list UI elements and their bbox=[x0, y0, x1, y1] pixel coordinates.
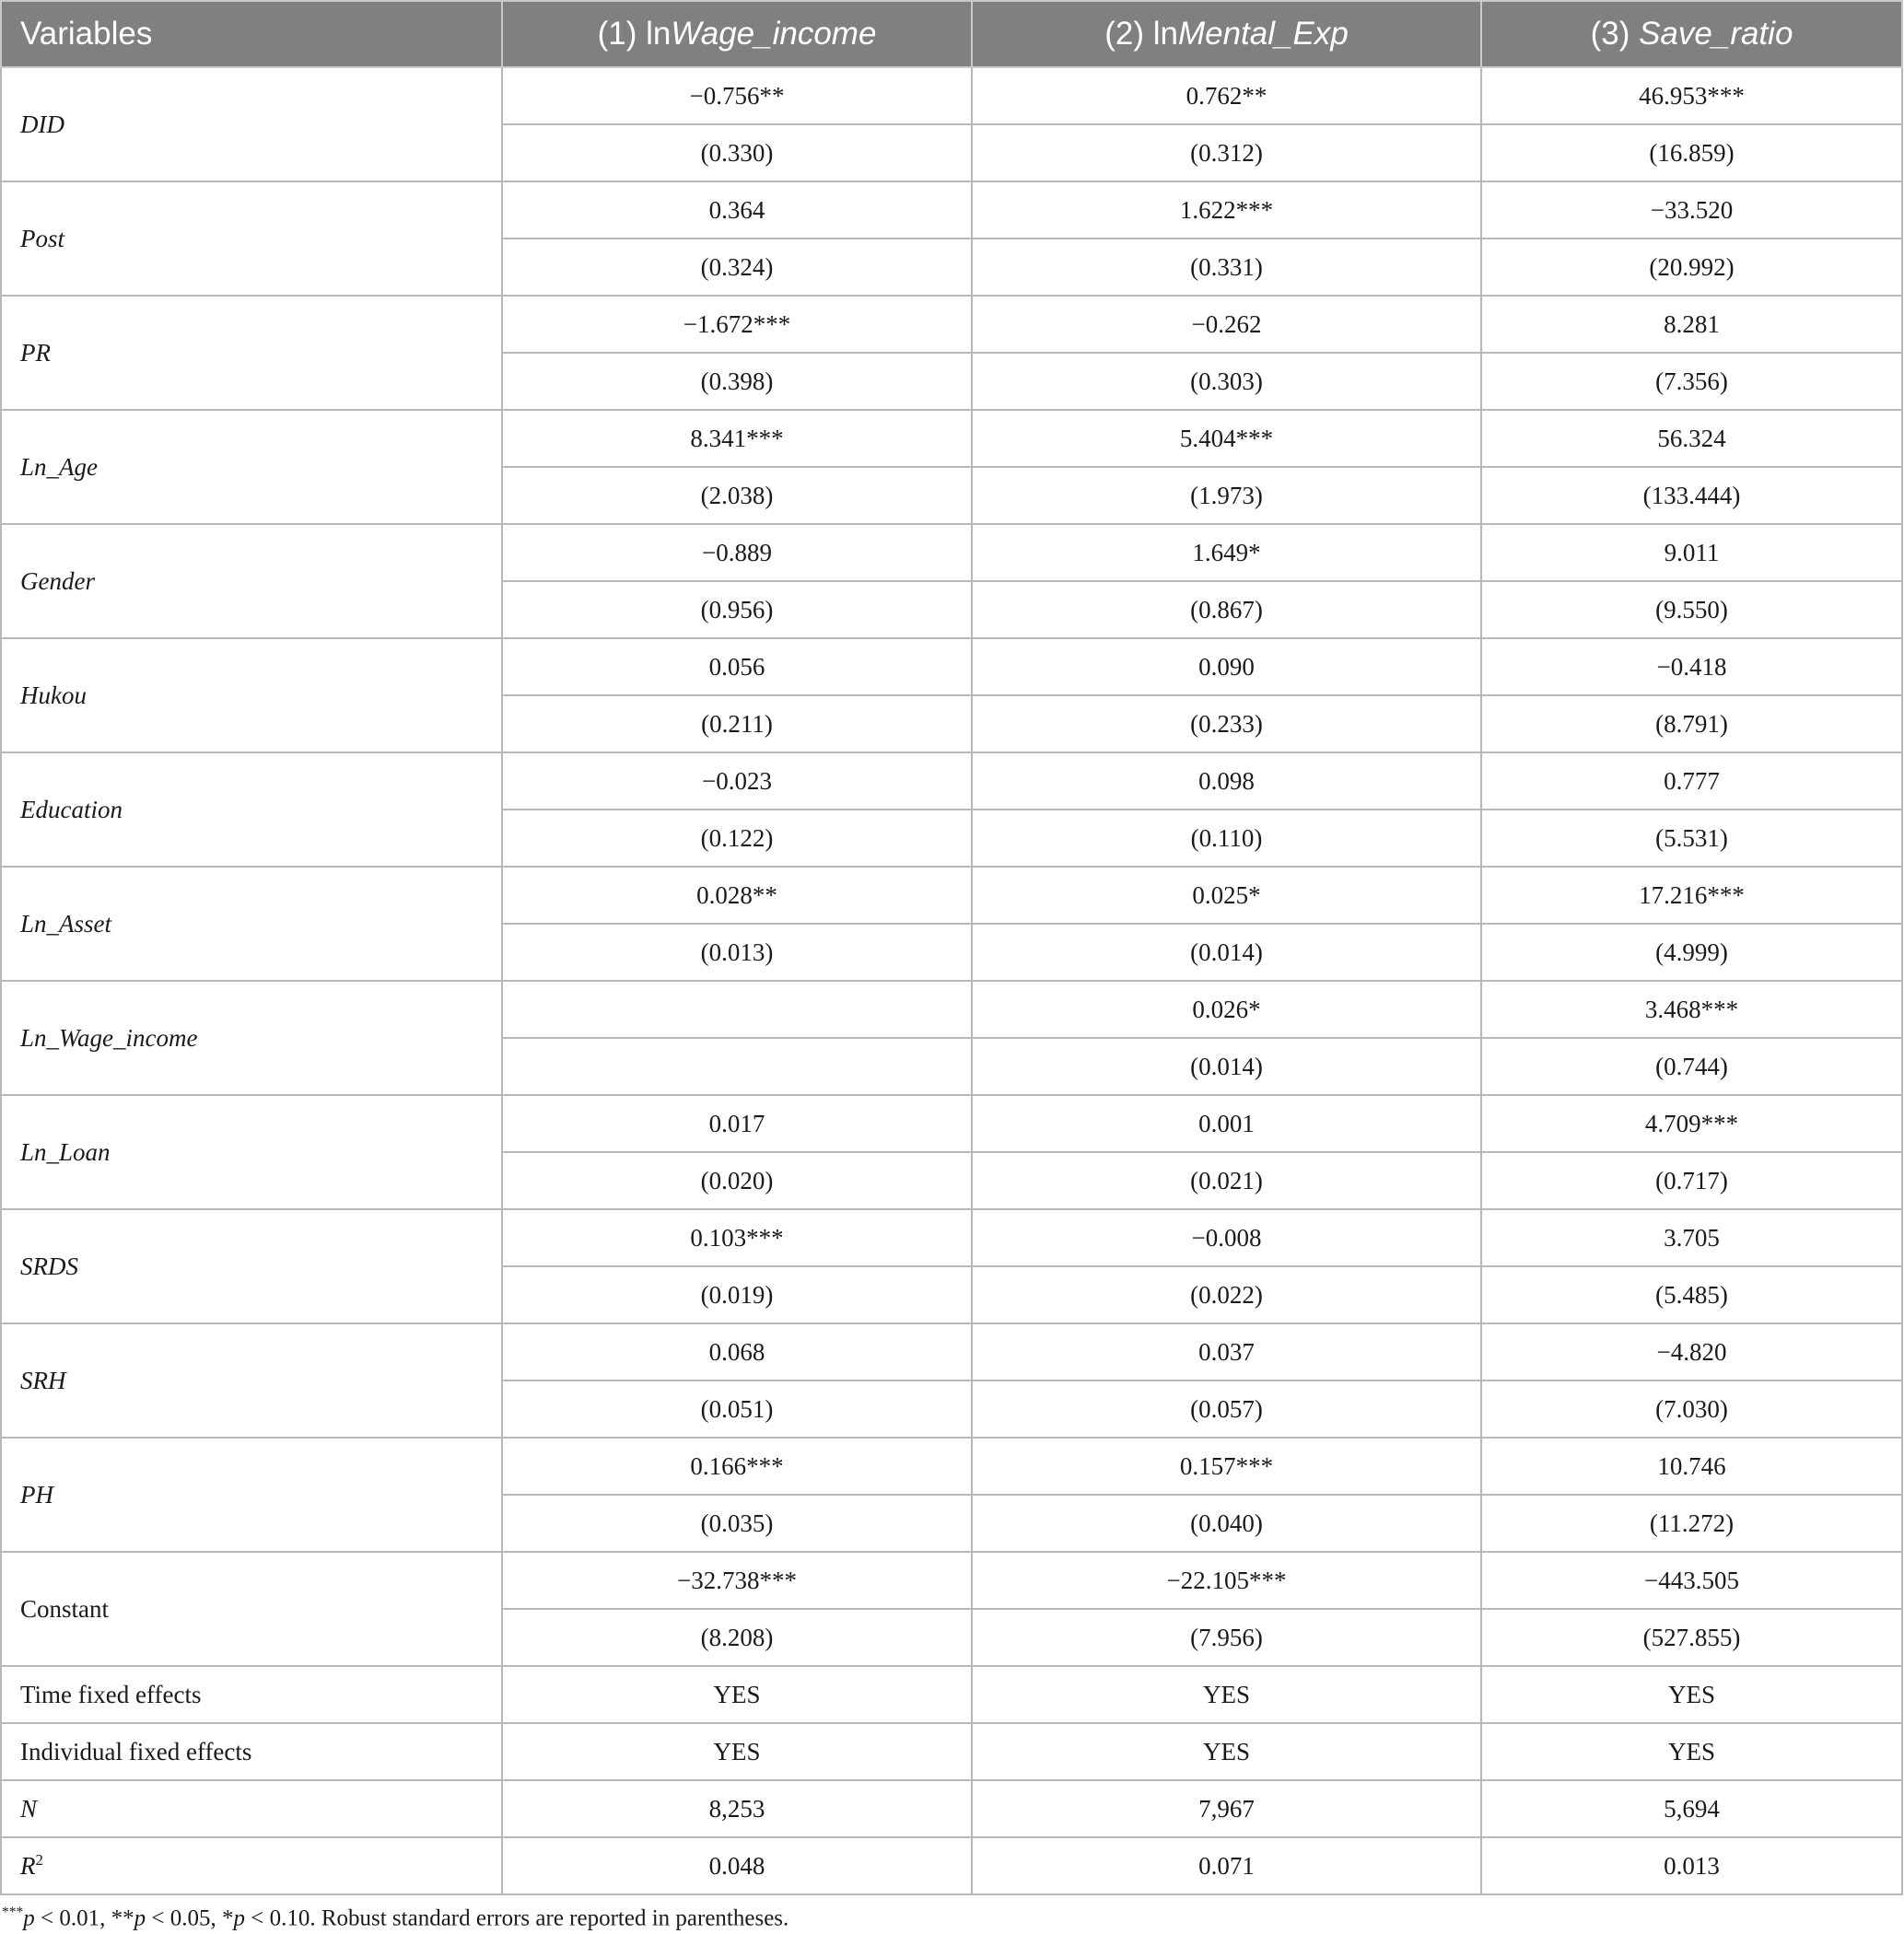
se-cell: (0.110) bbox=[972, 810, 1481, 867]
se-cell: (7.356) bbox=[1481, 353, 1902, 410]
variable-name: DID bbox=[1, 67, 502, 181]
coef-cell: 1.649* bbox=[972, 524, 1481, 581]
table-row-individual-fixed-effects bbox=[1, 1723, 1902, 1780]
se-cell: (0.324) bbox=[502, 239, 972, 296]
variable-name: Ln_Age bbox=[1, 410, 502, 524]
header-col1-prefix: (1) ln bbox=[597, 16, 672, 52]
table-row-r-squared bbox=[1, 1837, 1902, 1894]
footnote-p3: p bbox=[233, 1905, 245, 1931]
coef-cell: 0.103*** bbox=[502, 1209, 972, 1266]
coef-cell: −33.520 bbox=[1481, 181, 1902, 239]
se-cell: (0.021) bbox=[972, 1152, 1481, 1209]
footnote-t1: < 0.01, ** bbox=[34, 1905, 134, 1931]
header-col3 bbox=[1481, 1, 1902, 67]
variable-name: Ln_Wage_income bbox=[1, 981, 502, 1095]
se-cell: (0.211) bbox=[502, 695, 972, 752]
header-col2-prefix: (2) ln bbox=[1104, 16, 1178, 52]
se-cell: (16.859) bbox=[1481, 124, 1902, 181]
coef-cell: 0.017 bbox=[502, 1095, 972, 1152]
coef-cell: 4.709*** bbox=[1481, 1095, 1902, 1152]
value-cell: 0.048 bbox=[502, 1837, 972, 1894]
se-cell: (0.014) bbox=[972, 1038, 1481, 1095]
se-cell: (0.122) bbox=[502, 810, 972, 867]
coef-cell: 5.404*** bbox=[972, 410, 1481, 467]
variable-name: Gender bbox=[1, 524, 502, 638]
coef-cell: 0.001 bbox=[972, 1095, 1481, 1152]
coef-cell: −32.738*** bbox=[502, 1552, 972, 1609]
coef-cell: 0.364 bbox=[502, 181, 972, 239]
coef-cell: 0.166*** bbox=[502, 1438, 972, 1495]
se-cell: (0.022) bbox=[972, 1266, 1481, 1323]
se-cell: (1.973) bbox=[972, 467, 1481, 524]
coef-cell: −0.418 bbox=[1481, 638, 1902, 695]
variable-name: Education bbox=[1, 752, 502, 867]
se-cell: (0.744) bbox=[1481, 1038, 1902, 1095]
table-row bbox=[1, 1323, 1902, 1381]
coef-cell: −0.756** bbox=[502, 67, 972, 124]
se-cell: (0.331) bbox=[972, 239, 1481, 296]
se-cell: (0.717) bbox=[1481, 1152, 1902, 1209]
header-col2 bbox=[972, 1, 1481, 67]
coef-cell: 10.746 bbox=[1481, 1438, 1902, 1495]
coef-cell: 56.324 bbox=[1481, 410, 1902, 467]
coef-cell: 0.037 bbox=[972, 1323, 1481, 1381]
row-label: Time fixed effects bbox=[1, 1666, 502, 1723]
se-cell: (133.444) bbox=[1481, 467, 1902, 524]
variable-name: Ln_Loan bbox=[1, 1095, 502, 1209]
coef-cell: 0.157*** bbox=[972, 1438, 1481, 1495]
value-cell: 7,967 bbox=[972, 1780, 1481, 1837]
variable-name: SRH bbox=[1, 1323, 502, 1438]
se-cell: (0.398) bbox=[502, 353, 972, 410]
variable-name: SRDS bbox=[1, 1209, 502, 1323]
header-col1-name: Wage_income bbox=[671, 16, 877, 52]
se-cell: (0.020) bbox=[502, 1152, 972, 1209]
coef-cell: 0.026* bbox=[972, 981, 1481, 1038]
value-cell: YES bbox=[502, 1723, 972, 1780]
coef-cell: 9.011 bbox=[1481, 524, 1902, 581]
table-row bbox=[1, 1209, 1902, 1266]
coef-cell: −1.672*** bbox=[502, 296, 972, 353]
coef-cell: 0.098 bbox=[972, 752, 1481, 810]
se-cell: (0.035) bbox=[502, 1495, 972, 1552]
variable-name: Ln_Asset bbox=[1, 867, 502, 981]
value-cell: YES bbox=[1481, 1666, 1902, 1723]
coef-cell: 3.705 bbox=[1481, 1209, 1902, 1266]
table-row bbox=[1, 296, 1902, 353]
value-cell: YES bbox=[502, 1666, 972, 1723]
se-cell: (8.208) bbox=[502, 1609, 972, 1666]
variable-name: PH bbox=[1, 1438, 502, 1552]
row-label bbox=[1, 1837, 502, 1894]
coef-cell: 0.025* bbox=[972, 867, 1481, 924]
se-cell: (0.057) bbox=[972, 1381, 1481, 1438]
coef-cell: 0.090 bbox=[972, 638, 1481, 695]
table-row-n bbox=[1, 1780, 1902, 1837]
footnote-p2: p bbox=[134, 1905, 146, 1931]
coef-cell: 8.281 bbox=[1481, 296, 1902, 353]
se-cell: (5.531) bbox=[1481, 810, 1902, 867]
variable-name: Post bbox=[1, 181, 502, 296]
coef-cell: −0.889 bbox=[502, 524, 972, 581]
se-cell: (0.040) bbox=[972, 1495, 1481, 1552]
header-col1 bbox=[502, 1, 972, 67]
table-row bbox=[1, 752, 1902, 810]
footnote-stars: *** bbox=[2, 1905, 24, 1920]
coef-cell: 0.762** bbox=[972, 67, 1481, 124]
se-cell: (0.233) bbox=[972, 695, 1481, 752]
table-row bbox=[1, 181, 1902, 239]
variable-name: Hukou bbox=[1, 638, 502, 752]
se-cell: (7.030) bbox=[1481, 1381, 1902, 1438]
coef-cell: 0.068 bbox=[502, 1323, 972, 1381]
se-cell: (5.485) bbox=[1481, 1266, 1902, 1323]
coef-cell: 0.028** bbox=[502, 867, 972, 924]
se-cell: (0.867) bbox=[972, 581, 1481, 638]
coef-cell: 0.777 bbox=[1481, 752, 1902, 810]
footnote-t3: < 0.10. Robust standard errors are reported in parentheses. bbox=[244, 1905, 789, 1931]
se-cell: (11.272) bbox=[1481, 1495, 1902, 1552]
table-row bbox=[1, 867, 1902, 924]
coef-cell: 17.216*** bbox=[1481, 867, 1902, 924]
se-cell: (0.014) bbox=[972, 924, 1481, 981]
coef-cell: −22.105*** bbox=[972, 1552, 1481, 1609]
se-cell: (0.019) bbox=[502, 1266, 972, 1323]
coef-cell: 1.622*** bbox=[972, 181, 1481, 239]
footnote-t2: < 0.05, * bbox=[146, 1905, 234, 1931]
se-cell: (0.312) bbox=[972, 124, 1481, 181]
coef-cell: 46.953*** bbox=[1481, 67, 1902, 124]
header-col3-prefix: (3) bbox=[1590, 16, 1640, 52]
coef-cell: −0.262 bbox=[972, 296, 1481, 353]
value-cell: 0.013 bbox=[1481, 1837, 1902, 1894]
se-cell: (8.791) bbox=[1481, 695, 1902, 752]
value-cell: YES bbox=[972, 1723, 1481, 1780]
se-cell: (0.013) bbox=[502, 924, 972, 981]
footnote-p1: p bbox=[23, 1905, 35, 1931]
table-row bbox=[1, 1438, 1902, 1495]
se-cell: (0.956) bbox=[502, 581, 972, 638]
table-row bbox=[1, 638, 1902, 695]
table-row bbox=[1, 410, 1902, 467]
value-cell: YES bbox=[1481, 1723, 1902, 1780]
table-footnote bbox=[0, 1905, 1904, 1931]
value-cell: 8,253 bbox=[502, 1780, 972, 1837]
r-squared-label: R bbox=[20, 1852, 36, 1880]
row-label: Individual fixed effects bbox=[1, 1723, 502, 1780]
coef-cell: 8.341*** bbox=[502, 410, 972, 467]
coef-cell: −443.505 bbox=[1481, 1552, 1902, 1609]
value-cell: 0.071 bbox=[972, 1837, 1481, 1894]
variable-name: PR bbox=[1, 296, 502, 410]
row-label: N bbox=[1, 1780, 502, 1837]
variable-name: Constant bbox=[1, 1552, 502, 1666]
table-header-row bbox=[1, 1, 1902, 67]
table-row bbox=[1, 67, 1902, 124]
se-cell: (0.051) bbox=[502, 1381, 972, 1438]
table-row bbox=[1, 1552, 1902, 1609]
coef-cell: −0.008 bbox=[972, 1209, 1481, 1266]
coef-cell: 3.468*** bbox=[1481, 981, 1902, 1038]
table-row bbox=[1, 1095, 1902, 1152]
se-cell bbox=[502, 1038, 972, 1095]
se-cell: (20.992) bbox=[1481, 239, 1902, 296]
se-cell: (0.330) bbox=[502, 124, 972, 181]
se-cell: (527.855) bbox=[1481, 1609, 1902, 1666]
value-cell: 5,694 bbox=[1481, 1780, 1902, 1837]
coef-cell: −4.820 bbox=[1481, 1323, 1902, 1381]
r-squared-superscript: 2 bbox=[35, 1851, 43, 1869]
table-row bbox=[1, 524, 1902, 581]
se-cell: (4.999) bbox=[1481, 924, 1902, 981]
header-col3-name: Save_ratio bbox=[1639, 16, 1793, 52]
coef-cell: 0.056 bbox=[502, 638, 972, 695]
header-col2-name: Mental_Exp bbox=[1177, 16, 1349, 52]
value-cell: YES bbox=[972, 1666, 1481, 1723]
se-cell: (7.956) bbox=[972, 1609, 1481, 1666]
header-variables: Variables bbox=[1, 1, 502, 67]
se-cell: (9.550) bbox=[1481, 581, 1902, 638]
table-row bbox=[1, 981, 1902, 1038]
coef-cell: −0.023 bbox=[502, 752, 972, 810]
table-row-time-fixed-effects bbox=[1, 1666, 1902, 1723]
se-cell: (2.038) bbox=[502, 467, 972, 524]
coef-cell bbox=[502, 981, 972, 1038]
se-cell: (0.303) bbox=[972, 353, 1481, 410]
